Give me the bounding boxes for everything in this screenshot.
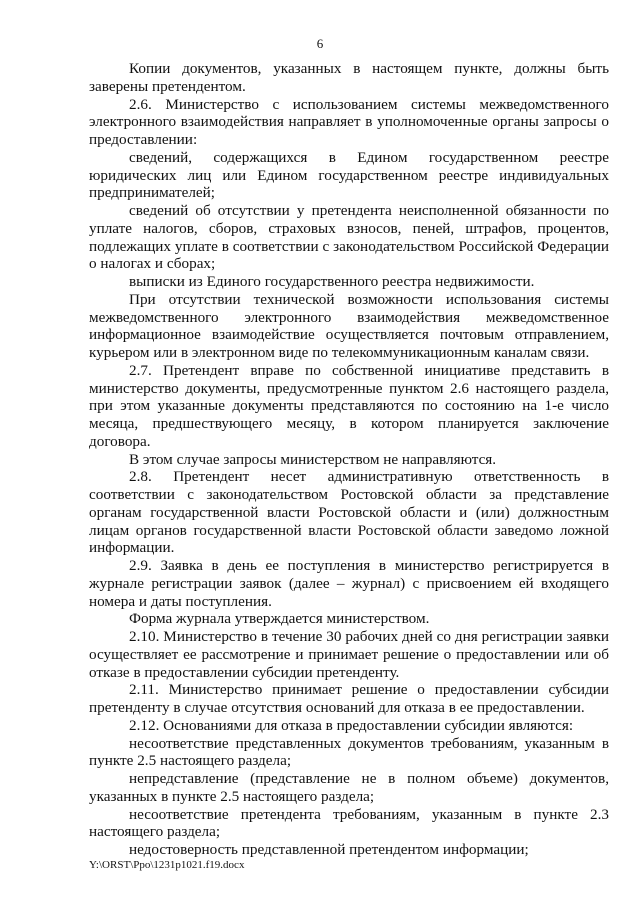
paragraph: 2.12. Основаниями для отказа в предоставлении субсидии являются: — [129, 716, 574, 734]
page-number: 6 — [316, 36, 324, 51]
paragraph: 2.10. Министерство в течение 30 рабочих дней со дня регистрации заявки осуществляет ее рассмотрение и принимает решение о предоставлении или об отказе в предоставлении субсидии претенденту. — [89, 628, 609, 681]
paragraph: 2.9. Заявка в день ее поступления в министерство регистрируется в журнале регистрации заявок (далее – журнал) с присвоением ей входящего номера и даты поступления. — [89, 557, 609, 610]
paragraph: непредставление (представление не в полном объеме) документов, указанных в пункте 2.5 настоящего раздела; — [89, 770, 609, 805]
document-body — [89, 60, 609, 859]
paragraph: 2.7. Претендент вправе по собственной инициативе представить в министерство документы, предусмотренные пунктом 2.6 настоящего раздела, при этом указанные документы представляются по состоянию на 1-е число месяца, предшествующего месяцу, в котором планируется заключение договора. — [89, 361, 609, 450]
paragraph: 2.8. Претендент несет административную ответственность в соответствии с законодательством Ростовской области за представление органам государственной власти Ростовской области и (или) должностным лицам органов государственной власти Ростовской области заведомо ложной информации. — [89, 468, 609, 557]
paragraph: При отсутствии технической возможности использования системы межведомственного электронного взаимодействия межведомственное информационное взаимодействие осуществляется почтовым отправлением, курьером или в электронном виде по телекоммуникационным каналам связи. — [89, 290, 609, 361]
paragraph: В этом случае запросы министерством не направляются. — [129, 450, 497, 468]
paragraph: сведений, содержащихся в Едином государственном реестре юридических лиц или Едином государственном реестре индивидуальных предпринимателей; — [89, 148, 609, 202]
paragraph: выписки из Единого государственного реестра недвижимости. — [129, 273, 535, 290]
paragraph: Копии документов, указанных в настоящем пункте, должны быть заверены претендентом. — [89, 60, 609, 95]
paragraph: 2.11. Министерство принимает решение о предоставлении субсидии претенденту в случае отсутствия оснований для отказа в ее предоставлении. — [89, 681, 609, 716]
file-path-footer: Y:\ORST\Ppo\1231p1021.f19.docx — [89, 859, 245, 871]
paragraph: несоответствие представленных документов требованиям, указанным в пункте 2.5 настоящего раздела; — [89, 734, 609, 770]
paragraph: недостоверность представленной претендентом информации; — [129, 841, 529, 858]
paragraph: Форма журнала утверждается министерством. — [129, 610, 430, 628]
paragraph: несоответствие претендента требованиям, указанным в пункте 2.3 настоящего раздела; — [89, 805, 609, 841]
paragraph: сведений об отсутствии у претендента неисполненной обязанности по уплате налогов, сборов, страховых взносов, пеней, штрафов, процентов, подлежащих уплате в соответствии с законодательством Российской Федерации о налогах и сборах; — [89, 202, 609, 273]
paragraph: 2.6. Министерство с использованием системы межведомственного электронного взаимодействия направляет в уполномоченные органы запросы о предоставлении: — [89, 95, 609, 148]
